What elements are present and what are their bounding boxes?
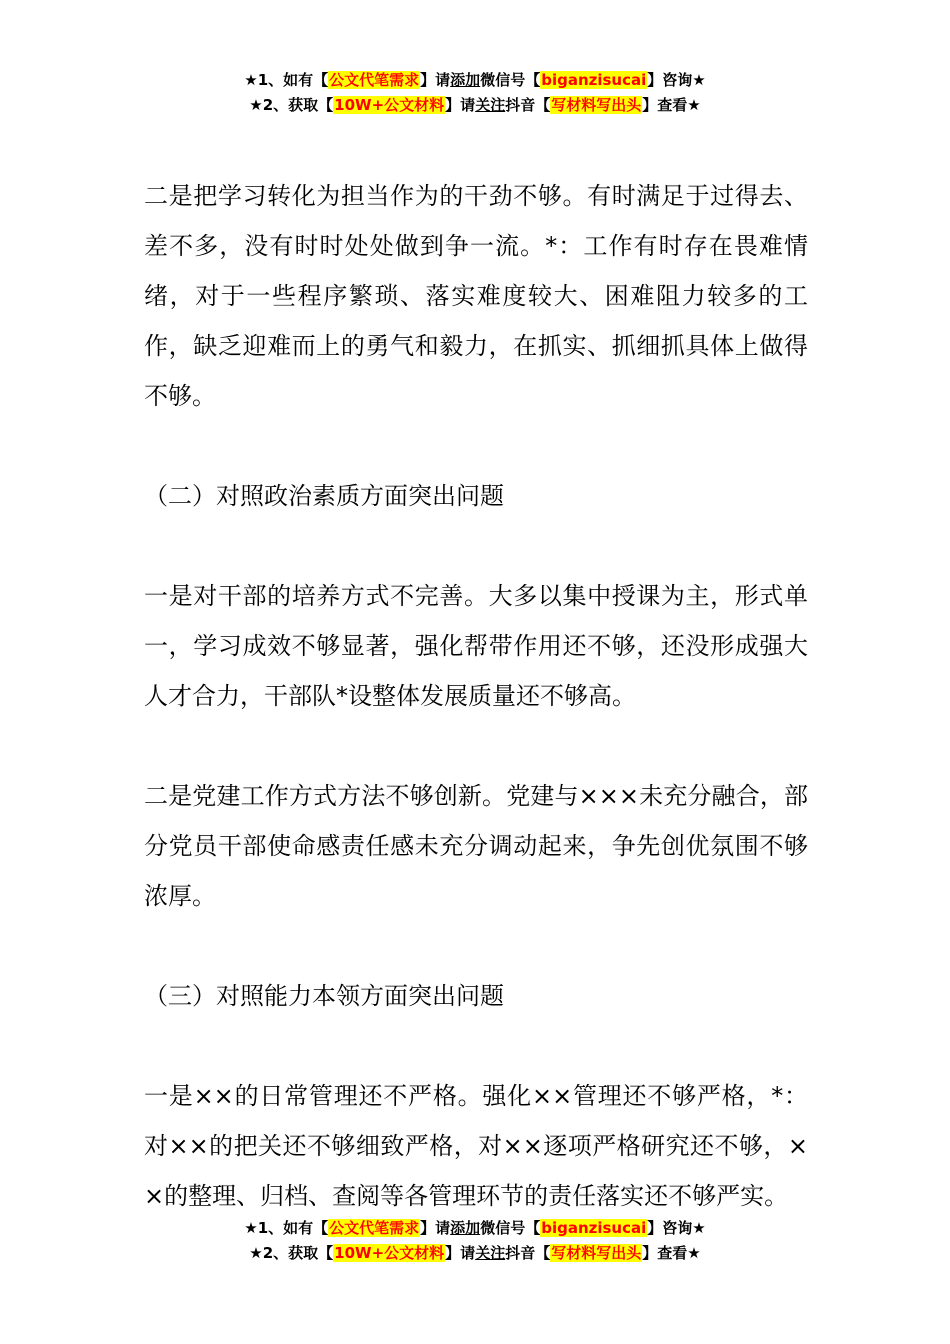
footer-banner: [0, 1216, 950, 1266]
banner-line-2: [0, 93, 950, 118]
star-icon: ★: [687, 96, 701, 114]
banner-text: 】请: [445, 96, 476, 114]
star-icon: ★: [249, 96, 263, 114]
highlight-text: 10W+公文材料: [334, 1244, 445, 1262]
wechat-id[interactable]: biganzisucai: [541, 71, 647, 89]
banner-text: 2、获取【: [262, 1244, 334, 1262]
header-banner: [0, 68, 950, 118]
star-icon: ★: [692, 71, 706, 89]
banner-text: 微信号【: [480, 1219, 541, 1237]
banner-text: 】请: [420, 1219, 451, 1237]
underlined-text: 关注: [475, 96, 506, 114]
section-heading: （二）对照政治素质方面突出问题: [144, 482, 504, 510]
star-icon: ★: [687, 1244, 701, 1262]
wechat-id[interactable]: biganzisucai: [541, 1219, 647, 1237]
paragraph: 二是把学习转化为担当作为的干劲不够。有时满足于过得去、差不多，没有时时处处做到争一流。*：工作有时存在畏难情绪，对于一些程序繁琐、落实难度较大、困难阻力较多的工作，缺乏迎难而上的勇气和毅力，在抓实、抓细抓具体上做得不够。: [144, 182, 808, 410]
banner-text: 】请: [420, 71, 451, 89]
star-icon: ★: [244, 1219, 258, 1237]
paragraph-gap: [144, 921, 808, 971]
underlined-text: 添加: [450, 71, 481, 89]
underlined-text: 关注: [475, 1244, 506, 1262]
banner-text: 抖音【: [505, 1244, 551, 1262]
star-icon: ★: [249, 1244, 263, 1262]
highlight-text: 公文代笔需求: [329, 1219, 420, 1237]
paragraph: 一是对干部的培养方式不完善。大多以集中授课为主，形式单一，学习成效不够显著，强化帮带作用还不够，还没形成强大人才合力，干部队*设整体发展质量还不够高。: [144, 582, 808, 710]
banner-line-2: [0, 1241, 950, 1266]
douyin-id[interactable]: 写材料写出头: [551, 96, 642, 114]
banner-text: 】咨询: [647, 71, 693, 89]
banner-text: 抖音【: [505, 96, 551, 114]
banner-text: 1、如有【: [257, 71, 329, 89]
banner-text: 微信号【: [480, 71, 541, 89]
paragraph-gap: [144, 421, 808, 471]
paragraph-gap: [144, 1021, 808, 1071]
banner-line-1: [0, 1216, 950, 1241]
banner-text: 】查看: [642, 96, 688, 114]
paragraph-gap: [144, 521, 808, 571]
star-icon: ★: [244, 71, 258, 89]
underlined-text: 添加: [450, 1219, 481, 1237]
banner-text: 1、如有【: [257, 1219, 329, 1237]
star-icon: ★: [692, 1219, 706, 1237]
paragraph: 二是党建工作方式方法不够创新。党建与×××未充分融合，部分党员干部使命感责任感未充分调动起来，争先创优氛围不够浓厚。: [144, 782, 808, 910]
paragraph-gap: [144, 721, 808, 771]
paragraph: 一是××的日常管理还不严格。强化××管理还不够严格，*：对××的把关还不够细致严格，对××逐项严格研究还不够，××的整理、归档、查阅等各管理环节的责任落实还不够严实。: [144, 1082, 808, 1210]
banner-text: 】咨询: [647, 1219, 693, 1237]
banner-line-1: [0, 68, 950, 93]
highlight-text: 10W+公文材料: [334, 96, 445, 114]
douyin-id[interactable]: 写材料写出头: [551, 1244, 642, 1262]
banner-text: 2、获取【: [262, 96, 334, 114]
document-body: [144, 171, 808, 1221]
highlight-text: 公文代笔需求: [329, 71, 420, 89]
banner-text: 】查看: [642, 1244, 688, 1262]
banner-text: 】请: [445, 1244, 476, 1262]
section-heading: （三）对照能力本领方面突出问题: [144, 982, 504, 1010]
